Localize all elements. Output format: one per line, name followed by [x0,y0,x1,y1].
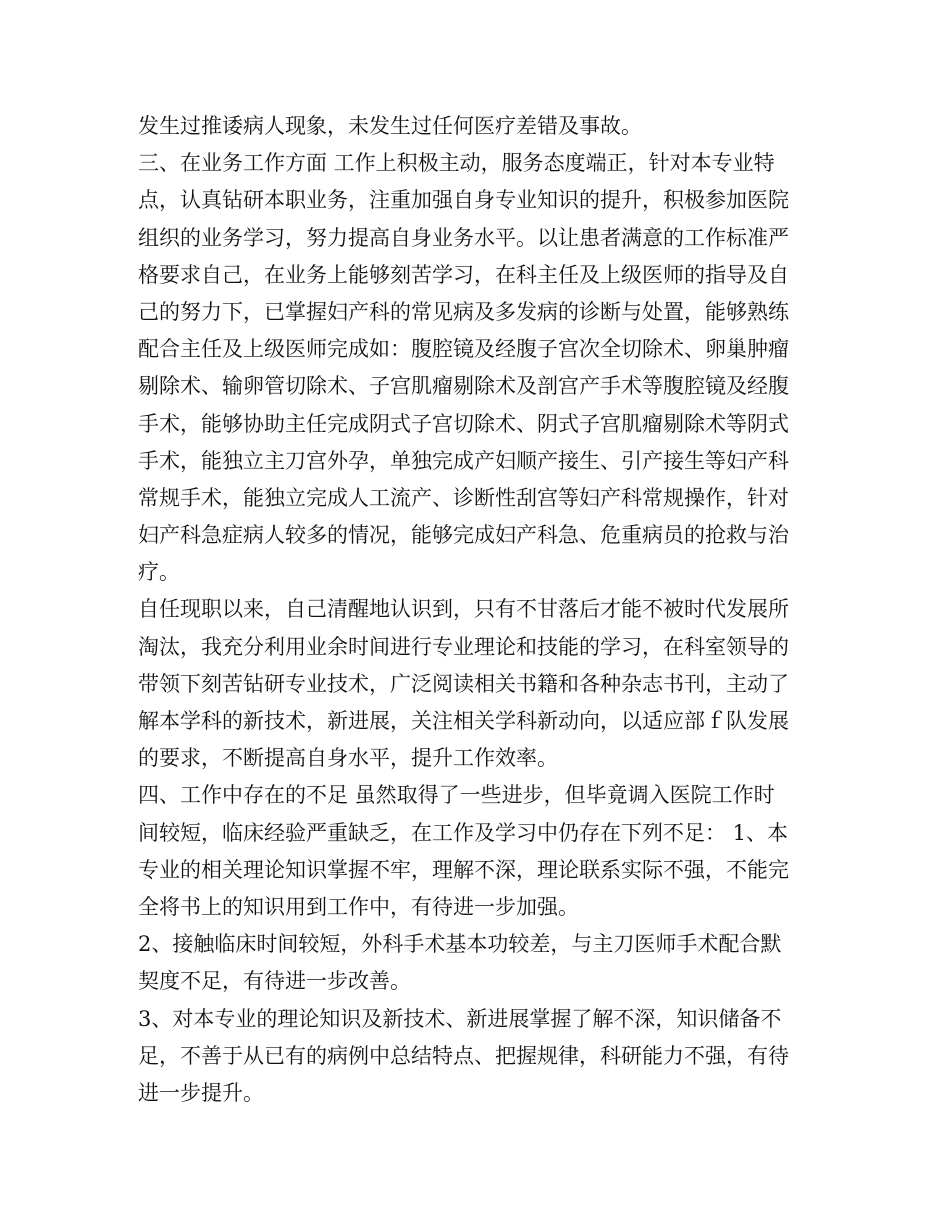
text-line: 格要求自己，在业务上能够刻苦学习，在科主任及上级医师的指导及自 [138,262,789,287]
text-line: 四、工作中存在的不足 虽然取得了一些进步，但毕竟调入医院工作时 [138,783,775,808]
text-line: 专业的相关理论知识掌握不牢，理解不深，理论联系实际不强，不能完 [138,857,789,882]
text-line: 间较短，临床经验严重缺乏，在工作及学习中仍存在下列不足： 1、本 [138,820,789,845]
text-line: 常规手术，能独立完成人工流产、诊断性刮宫等妇产科常规操作，针对 [138,485,789,510]
text-line: 手术，能够协助主任完成阴式子宫切除术、阴式子宫肌瘤剔除术等阴式 [138,411,789,436]
text-line: 疗。 [138,560,180,585]
text-line: 3、对本专业的理论知识及新技术、新进展掌握了解不深，知识储备不 [138,1006,782,1031]
text-line: 发生过推诿病人现象，未发生过任何医疗差错及事故。 [138,114,642,138]
text-line: 组织的业务学习，努力提高自身业务水平。以让患者满意的工作标准严 [138,225,789,250]
text-line: 三、在业务工作方面 工作上积极主动，服务态度端正，针对本专业特 [138,151,775,176]
text-line: 淘汰，我充分利用业余时间进行专业理论和技能的学习，在科室领导的 [138,634,789,659]
text-line: 手术，能独立主刀宫外孕，单独完成产妇顺产接生、引产接生等妇产科 [138,448,789,473]
text-line: 2、接触临床时间较短，外科手术基本功较差，与主刀医师手术配合默 [138,932,782,957]
text-line: 剔除术、输卵管切除术、子宫肌瘤剔除术及剖宫产手术等腹腔镜及经腹 [138,374,789,399]
text-line: 的要求，不断提高自身水平，提升工作效率。 [138,746,558,771]
text-line: 点，认真钻研本职业务，注重加强自身专业知识的提升，积极参加医院 [138,188,789,213]
text-line: 妇产科急症病人较多的情况，能够完成妇产科急、危重病员的抢救与治 [138,523,789,548]
text-line: 己的努力下，已掌握妇产科的常见病及多发病的诊断与处置，能够熟练 [138,299,789,324]
text-line: 足，不善于从已有的病例中总结特点、把握规律，科研能力不强，有待 [138,1043,789,1068]
text-line: 配合主任及上级医师完成如：腹腔镜及经腹子宫次全切除术、卵巢肿瘤 [138,337,789,362]
text-line: 带领下刻苦钻研专业技术，广泛阅读相关书籍和各种杂志书刊，主动了 [138,671,789,696]
text-line: 自任现职以来，自己清醒地认识到，只有不甘落后才能不被时代发展所 [138,597,789,622]
text-line: 解本学科的新技术，新进展，关注相关学科新动向，以适应部ｆ队发展 [138,709,789,733]
text-line: 全将书上的知识用到工作中，有待进一步加强。 [138,894,579,919]
document-body [138,108,828,1112]
text-line: 进一步提升。 [138,1080,264,1105]
text-line: 契度不足，有待进一步改善。 [138,969,411,994]
